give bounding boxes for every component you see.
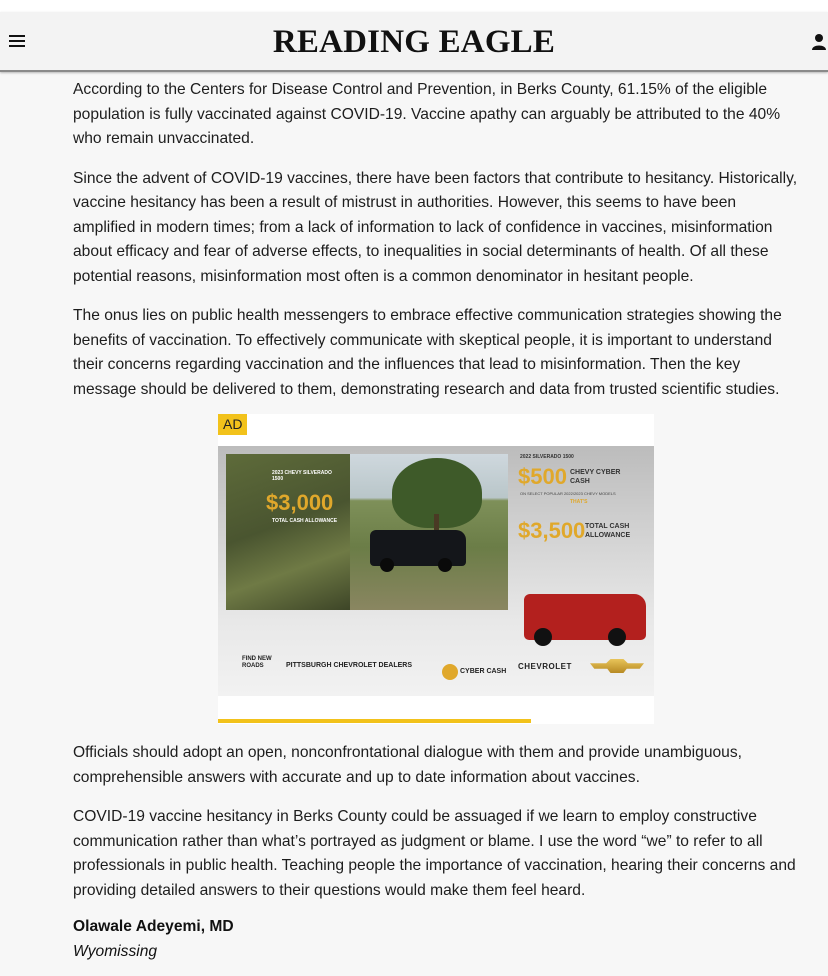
ad-amount-500: $500 (518, 464, 567, 489)
ad-left-amount: $3,000 (266, 490, 334, 515)
article-paragraph: According to the Centers for Disease Control and Prevention, in Berks County, 61.15% of the eligible population is fully vaccinated against COVID-19. Vaccine apathy can arguably be attributed to the 40% who remain unvaccinated. (73, 81, 781, 147)
article-paragraph: The onus lies on public health messengers to embrace effective communication strategies showing the benefits of vaccination. To effectively communicate with skeptical people, it is important to understand their concerns regarding vaccination and the influences that lead to misinformation. Then the key message should be delivered to them, demonstrating research and data from trusted scientific studies. (73, 307, 782, 398)
article-paragraph: COVID-19 vaccine hesitancy in Berks County could be assuaged if we learn to employ constructive communication rather than what’s portrayed as judgment or blame. I use the word “we” to refer to all professionals in public health. Teaching people the importance of vaccination, hearing their concerns and providing detailed answers to their questions would make them feel heard. (73, 808, 796, 899)
site-header (0, 12, 828, 72)
article-body-bottom (73, 741, 801, 918)
red-truck-image (524, 594, 646, 640)
article-paragraph: Since the advent of COVID-19 vaccines, there have been factors that contribute to hesitancy. Historically, vaccine hesitancy has been a result of mistrust in authorities. However, this seems to have been amplified in modern times; from a lack of information to lack of confidence in vaccines, misinformation about efficacy and fear of adverse effects, to inequalities in social determinants of health. Of all these potential reasons, misinformation most often is a common denominator in hesitant people. (73, 169, 798, 285)
article-body-top (73, 78, 801, 417)
ad-label: AD (218, 414, 247, 435)
ad-photo-left (226, 454, 350, 610)
black-truck-image (370, 530, 466, 566)
ad-find-new-roads: FIND NEW ROADS (242, 656, 272, 669)
ad-amount-3500: $3,500 (518, 518, 586, 543)
advertisement[interactable] (218, 414, 654, 724)
ad-creative[interactable] (218, 446, 654, 696)
user-icon[interactable] (811, 33, 827, 51)
ad-progress-bar (218, 719, 531, 723)
ad-brand: CHEVROLET (518, 662, 572, 671)
ad-photo-truck (350, 454, 508, 610)
cyber-cash-logo-icon (442, 664, 458, 680)
ad-right-model: 2022 SILVERADO 1500 (520, 454, 574, 460)
site-logo[interactable]: READING EAGLE (272, 24, 556, 60)
ad-thats: THAT'S (570, 499, 588, 505)
top-strip (0, 0, 828, 12)
ad-dealers: PITTSBURGH CHEVROLET DEALERS (286, 662, 413, 669)
ad-left-allowance: TOTAL CASH ALLOWANCE (272, 518, 338, 524)
ad-left-model: 2023 CHEVY SILVERADO 1500 (272, 470, 332, 482)
ad-total-cash: TOTAL CASH ALLOWANCE (585, 523, 631, 539)
article-paragraph: Officials should adopt an open, nonconfrontational dialogue with them and provide unambiguous, comprehensible answers with accurate and up to date information about vaccines. (73, 744, 742, 786)
author-name: Olawale Adeyemi, MD (73, 918, 234, 935)
author-location: Wyomissing (73, 943, 158, 960)
ad-cyber-cash-logo-label: CYBER CASH (460, 668, 507, 675)
chevrolet-bowtie-icon (590, 659, 644, 673)
ad-cyber-cash: CHEVY CYBER CASH (570, 469, 621, 485)
ad-select-models: ON SELECT POPULAR 2022/2023 CHEVY MODELS (520, 491, 616, 496)
